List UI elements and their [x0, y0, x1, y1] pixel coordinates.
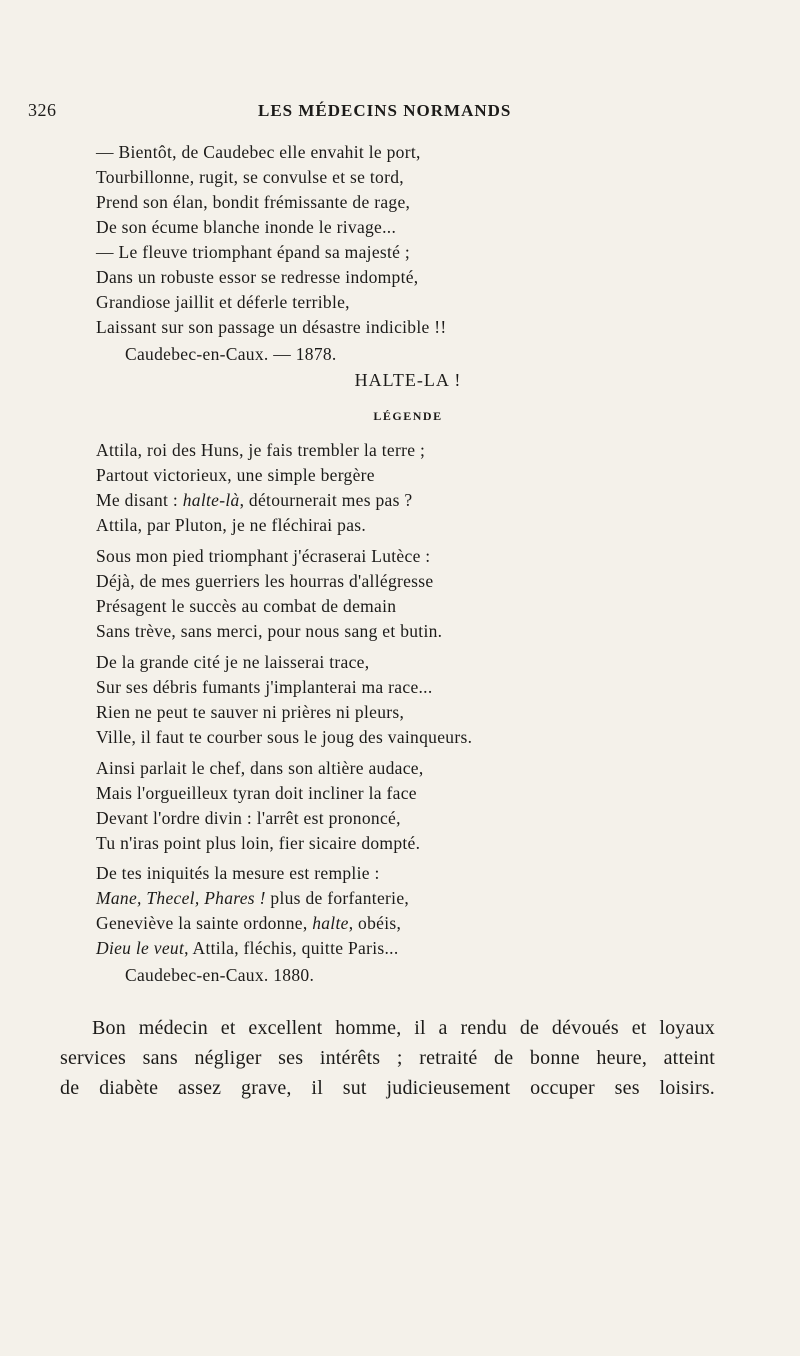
poem2-stanza-5	[96, 861, 409, 961]
poem2-stanza-1	[96, 438, 425, 538]
verse-line	[96, 911, 409, 936]
prose-line: services sans négliger ses intérêts ; retraité de bonne heure, atteint	[60, 1047, 715, 1069]
poem2-stanza-2	[96, 544, 442, 644]
verse-line: — Le fleuve triomphant épand sa majesté ;	[96, 242, 411, 262]
verse-text: , détournerait mes pas ?	[239, 490, 413, 510]
verse-line: De son écume blanche inonde le rivage...	[96, 217, 397, 237]
running-title: LES MÉDECINS NORMANDS	[258, 101, 512, 120]
poem-subtitle: LÉGENDE	[373, 409, 443, 423]
verse-line: Sous mon pied triomphant j'écraserai Lutèce :	[96, 546, 431, 566]
verse-text: Me disant :	[96, 490, 183, 510]
verse-line: Mais l'orgueilleux tyran doit incliner la face	[96, 783, 417, 803]
poem2-stanza-4	[96, 756, 424, 856]
verse-line: Dans un robuste essor se redresse indompté,	[96, 267, 419, 287]
page-number: 326	[28, 100, 57, 120]
verse-italic: halte	[312, 913, 349, 933]
verse-line	[96, 886, 409, 911]
poem2-stanza-3	[96, 650, 472, 750]
verse-line: Partout victorieux, une simple bergère	[96, 465, 375, 485]
poem2-place-date: Caudebec-en-Caux. 1880.	[125, 965, 315, 985]
verse-line	[96, 936, 409, 961]
verse-line: Attila, roi des Huns, je fais trembler la terre ;	[96, 440, 426, 460]
verse-text: , Attila, fléchis, quitte Paris...	[184, 938, 399, 958]
verse-line: Rien ne peut te sauver ni prières ni pleurs,	[96, 702, 405, 722]
verse-line	[96, 488, 425, 513]
verse-italic: Mane, Thecel, Phares !	[96, 888, 266, 908]
verse-line: Attila, par Pluton, je ne fléchirai pas.	[96, 515, 367, 535]
poem-title: HALTE-LA !	[354, 370, 462, 390]
verse-line: Laissant sur son passage un désastre indicible !!	[96, 317, 447, 337]
verse-line: Prend son élan, bondit frémissante de rage,	[96, 192, 411, 212]
poem1-place-date: Caudebec-en-Caux. — 1878.	[125, 344, 337, 364]
verse-line: Tu n'iras point plus loin, fier sicaire dompté.	[96, 833, 421, 853]
poem1-stanza	[96, 140, 447, 340]
running-head	[0, 100, 800, 124]
prose-line: de diabète assez grave, il sut judicieusement occuper ses loisirs.	[60, 1077, 715, 1099]
verse-line: Sur ses débris fumants j'implanterai ma race...	[96, 677, 433, 697]
verse-line: Grandiose jaillit et déferle terrible,	[96, 292, 350, 312]
verse-text: , obéis,	[348, 913, 402, 933]
verse-italic: Dieu le veut	[96, 938, 185, 958]
prose-line: Bon médecin et excellent homme, il a rendu de dévoués et loyaux	[92, 1017, 715, 1039]
verse-line: Présagent le succès au combat de demain	[96, 596, 397, 616]
verse-line: Ainsi parlait le chef, dans son altière audace,	[96, 758, 424, 778]
verse-text: plus de forfanterie,	[265, 888, 410, 908]
verse-line: Devant l'ordre divin : l'arrêt est prononcé,	[96, 808, 401, 828]
verse-line: Déjà, de mes guerriers les hourras d'allégresse	[96, 571, 434, 591]
verse-line: Sans trève, sans merci, pour nous sang et butin.	[96, 621, 443, 641]
verse-line: — Bientôt, de Caudebec elle envahit le port,	[96, 142, 421, 162]
verse-text: Geneviève la sainte ordonne,	[96, 913, 313, 933]
verse-line: Tourbillonne, rugit, se convulse et se tord,	[96, 167, 404, 187]
verse-italic: halte-là	[182, 490, 240, 510]
prose-paragraph	[60, 1013, 715, 1103]
verse-line: De la grande cité je ne laisserai trace,	[96, 652, 370, 672]
verse-line: Ville, il faut te courber sous le joug des vainqueurs.	[96, 727, 473, 747]
verse-line: De tes iniquités la mesure est remplie :	[96, 863, 380, 883]
